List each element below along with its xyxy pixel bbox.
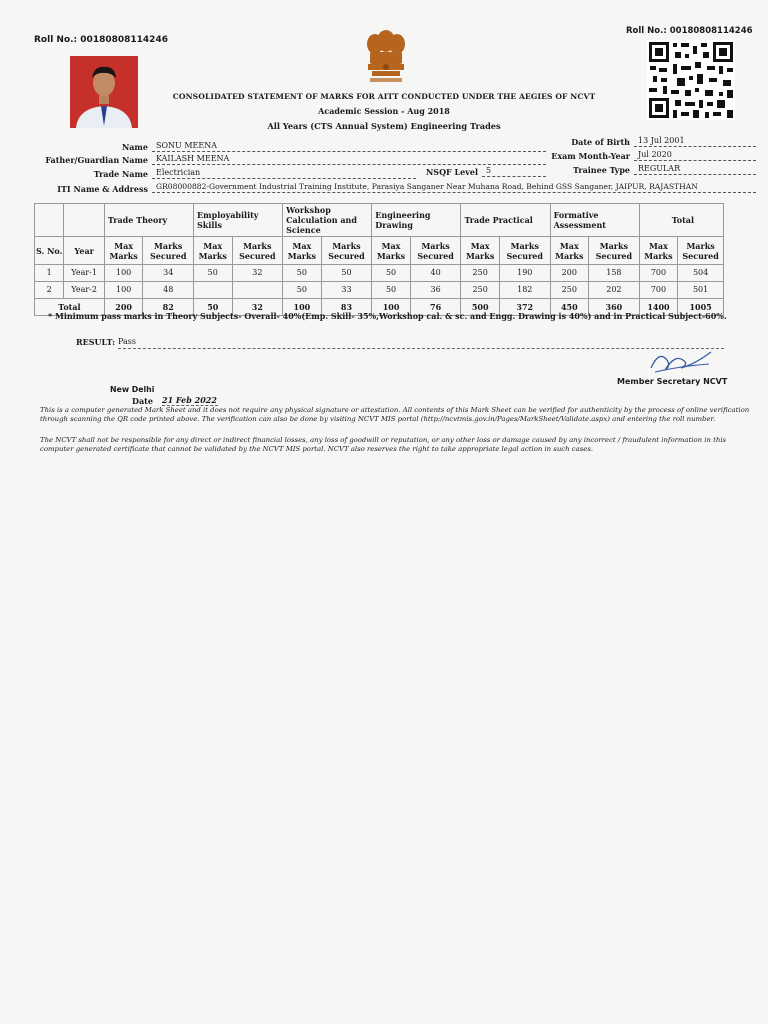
table-cell: 501 [678, 282, 724, 299]
table-cell: 50 [194, 299, 232, 316]
result-value: Pass [118, 337, 724, 349]
total-label: Total [35, 299, 105, 316]
max-marks-header: Max Marks [104, 237, 142, 265]
group-header: Total [639, 204, 723, 237]
blank-cell [64, 204, 105, 237]
table-cell: Year-2 [64, 282, 105, 299]
table-cell: 32 [232, 299, 283, 316]
table-cell: 700 [639, 265, 677, 282]
table-cell: 50 [194, 265, 232, 282]
name-value: SONU MEENA [152, 140, 546, 152]
date-value: 21 Feb 2022 [162, 395, 217, 405]
roll-number-right [626, 26, 753, 36]
table-cell [232, 282, 283, 299]
table-cell: 50 [321, 265, 372, 282]
trainee-type-label: Trainee Type [573, 165, 630, 175]
national-emblem-icon [362, 28, 410, 86]
table-cell: 100 [104, 265, 142, 282]
nsqf-value: 5 [482, 165, 546, 177]
max-marks-header: Max Marks [194, 237, 232, 265]
sno-header: S. No. [35, 237, 64, 265]
table-cell: 700 [639, 282, 677, 299]
table-cell: 1 [35, 265, 64, 282]
group-header: Trade Practical [461, 204, 550, 237]
pass-marks-note: * Minimum pass marks in Theory Subjects- Overall- 40%(Emp. Skill- 35%,Workshop cal. & sc. and Engg. Drawing is 40%) and in Practical Subject-60%. [48, 311, 727, 321]
table-cell: 83 [321, 299, 372, 316]
marks-table [34, 203, 724, 316]
table-cell: 250 [461, 265, 499, 282]
academic-session: Academic Session - Aug 2018 [318, 106, 450, 116]
marks-secured-header: Marks Secured [499, 237, 550, 265]
marks-secured-header: Marks Secured [410, 237, 461, 265]
table-cell: 504 [678, 265, 724, 282]
table-cell [194, 282, 232, 299]
table-cell: 48 [143, 282, 194, 299]
iti-value: GR08000882-Government Industrial Training Institute, Parasiya Sanganer Near Muhana Road, Behind GSS Sanganer, JAIPUR, RAJASTHAN [152, 181, 756, 193]
max-marks-header: Max Marks [283, 237, 321, 265]
marks-secured-header: Marks Secured [143, 237, 194, 265]
group-header: Employability Skills [194, 204, 283, 237]
table-cell: 82 [143, 299, 194, 316]
roll-value: 00180808114246 [80, 35, 168, 45]
date-label: Date [132, 396, 153, 406]
dob-value: 13 Jul 2001 [634, 135, 756, 147]
table-cell: 372 [499, 299, 550, 316]
roll-label: Roll No.: [34, 35, 78, 45]
exam-value: Jul 2020 [634, 149, 756, 161]
max-marks-header: Max Marks [639, 237, 677, 265]
trade-value: Electrician [152, 167, 416, 179]
table-cell: 50 [283, 265, 321, 282]
signature-icon [645, 346, 715, 376]
table-cell: 36 [410, 282, 461, 299]
table-cell: 40 [410, 265, 461, 282]
table-cell: 158 [589, 265, 640, 282]
table-cell: 100 [104, 282, 142, 299]
table-cell: 33 [321, 282, 372, 299]
liability-disclaimer: The NCVT shall not be responsible for any direct or indirect financial losses, any loss of goodwill or reputation, or any other loss or damage caused by any incorrect / fraudulent information in this computer generated certificate that cannot be validated by the NCVT MIS portal. NCVT also reserves the right to take appropriate legal action in such cases. [40, 436, 727, 453]
verification-disclaimer: This is a computer generated Mark Sheet and it does not require any physical signature or attestation. All contents of this Mark Sheet can be verified for authenticity by the process of online verification through scanning the QR code printed above. The verification can also be done by visiting NCVT MIS portal (http://ncvtmis.gov.in/Pages/MarkSheet/Validate.aspx) and entering the roll number. [40, 406, 750, 423]
trades-title: All Years (CTS Annual System) Engineering Trades [267, 121, 501, 131]
max-marks-header: Max Marks [550, 237, 588, 265]
table-cell: 190 [499, 265, 550, 282]
document-title: CONSOLIDATED STATEMENT OF MARKS FOR AITT CONDUCTED UNDER THE AEGIES OF NCVT [172, 92, 596, 101]
dob-label: Date of Birth [571, 137, 630, 147]
table-cell: 2 [35, 282, 64, 299]
issue-place: New Delhi [110, 385, 155, 394]
group-header: Trade Theory [104, 204, 193, 237]
table-cell: 202 [589, 282, 640, 299]
table-cell: 500 [461, 299, 499, 316]
table-cell: 182 [499, 282, 550, 299]
roll-number-left [34, 35, 168, 45]
table-cell: 250 [550, 282, 588, 299]
name-label: Name [121, 142, 148, 152]
result-label: RESULT: [76, 337, 116, 347]
table-cell: 1400 [639, 299, 677, 316]
signatory-title: Member Secretary NCVT [617, 377, 728, 386]
group-header: Formative Assessment [550, 204, 639, 237]
table-cell: 50 [283, 282, 321, 299]
table-row [35, 282, 724, 299]
table-cell: 76 [410, 299, 461, 316]
table-row [35, 265, 724, 282]
year-header: Year [64, 237, 105, 265]
max-marks-header: Max Marks [461, 237, 499, 265]
table-cell: 450 [550, 299, 588, 316]
marks-secured-header: Marks Secured [232, 237, 283, 265]
marks-secured-header: Marks Secured [589, 237, 640, 265]
roll-value: 00180808114246 [669, 26, 753, 36]
table-cell: 200 [104, 299, 142, 316]
exam-label: Exam Month-Year [551, 151, 630, 161]
blank-cell [35, 204, 64, 237]
table-cell: 32 [232, 265, 283, 282]
table-cell: 250 [461, 282, 499, 299]
table-cell: 50 [372, 265, 410, 282]
iti-label: ITI Name & Address [57, 184, 148, 194]
trainee-type-value: REGULAR [634, 163, 756, 175]
table-cell: 100 [283, 299, 321, 316]
table-cell: 34 [143, 265, 194, 282]
marks-secured-header: Marks Secured [678, 237, 724, 265]
father-label: Father/Guardian Name [45, 155, 148, 165]
table-cell: 360 [589, 299, 640, 316]
table-cell: 50 [372, 282, 410, 299]
trade-label: Trade Name [93, 169, 148, 179]
table-cell: Year-1 [64, 265, 105, 282]
father-value: KAILASH MEENA [152, 153, 546, 165]
table-cell: 200 [550, 265, 588, 282]
max-marks-header: Max Marks [372, 237, 410, 265]
table-cell: 100 [372, 299, 410, 316]
marks-secured-header: Marks Secured [321, 237, 372, 265]
table-cell: 1005 [678, 299, 724, 316]
group-header: Workshop Calculation and Science [283, 204, 372, 237]
nsqf-label: NSQF Level [425, 167, 478, 177]
roll-label: Roll No.: [626, 26, 667, 36]
group-header: Engineering Drawing [372, 204, 461, 237]
